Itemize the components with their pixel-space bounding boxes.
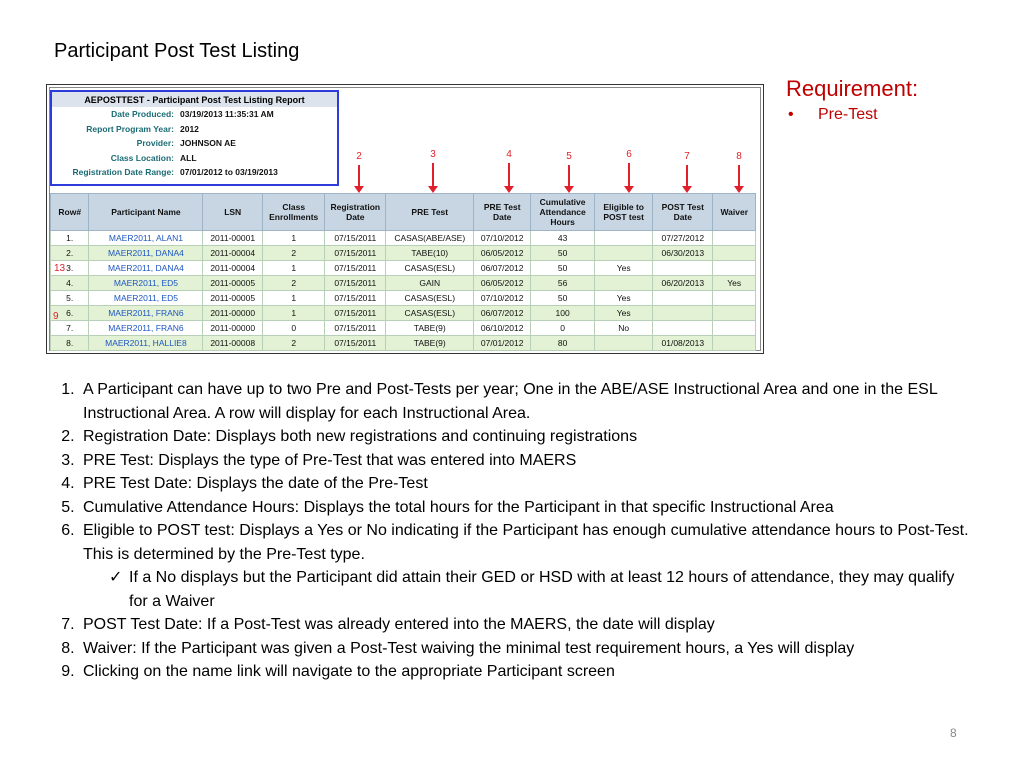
table-row: [51, 246, 756, 261]
cell-waiver: [713, 231, 756, 246]
cell-lsn: 2011-00008: [203, 336, 263, 351]
cell-lsn: 2011-00005: [203, 276, 263, 291]
col-participant-name: Participant Name: [89, 194, 203, 231]
cell-registration-date: 07/15/2011: [325, 291, 386, 306]
participant-name-link[interactable]: MAER2011, FRAN6: [89, 321, 203, 336]
cell-class-enrollments: 1: [262, 231, 325, 246]
cell-waiver: Yes: [713, 276, 756, 291]
col-registration-date: Registration Date: [325, 194, 386, 231]
info-value: 2012: [180, 123, 199, 134]
cell-lsn: 2011-00000: [203, 306, 263, 321]
info-row-class-location: [52, 151, 337, 166]
cell-row-number: 1.: [51, 231, 89, 246]
cell-lsn: 2011-00000: [203, 321, 263, 336]
participant-name-link[interactable]: MAER2011, ED5: [89, 291, 203, 306]
col-row-number: Row#: [51, 194, 89, 231]
col-post-test-date: POST Test Date: [653, 194, 713, 231]
cell-class-enrollments: 2: [262, 336, 325, 351]
col-pre-test-date: PRE Test Date: [474, 194, 531, 231]
note-item: 7. POST Test Date: If a Post-Test was already entered into the MAERS, the date will display: [79, 613, 974, 637]
arrow-down-icon: [358, 165, 360, 187]
info-row-program-year: [52, 122, 337, 137]
cell-registration-date: 07/15/2011: [325, 276, 386, 291]
col-eligible-post-test: Eligible to POST test: [595, 194, 653, 231]
cell-pre-test: TABE(10): [386, 246, 474, 261]
cell-post-test-date: 01/08/2013: [653, 336, 713, 351]
note-text: Eligible to POST test: Displays a Yes or No indicating if the Participant has enough cumulative attendance hours to Post-Test. This is determined by the Pre-Test type.: [83, 522, 969, 563]
cell-waiver: [713, 306, 756, 321]
cell-class-enrollments: 2: [262, 276, 325, 291]
participant-name-link[interactable]: MAER2011, HALLIE8: [89, 336, 203, 351]
cell-post-test-date: 07/27/2012: [653, 231, 713, 246]
cell-post-test-date: [653, 306, 713, 321]
info-label: Registration Date Range:: [72, 167, 174, 178]
cell-cumulative-hours: 50: [530, 246, 594, 261]
info-value: 07/01/2012 to 03/19/2013: [180, 167, 278, 178]
cell-waiver: [713, 336, 756, 351]
cell-pre-test: TABE(9): [386, 336, 474, 351]
cell-pre-test-date: 06/10/2012: [474, 321, 531, 336]
cell-registration-date: 07/15/2011: [325, 246, 386, 261]
cell-row-number: 2.: [51, 246, 89, 261]
col-pre-test: PRE Test: [386, 194, 474, 231]
info-value: ALL: [180, 152, 197, 163]
page-number: 8: [950, 726, 957, 740]
cell-row-number: 4.: [51, 276, 89, 291]
note-item: 2. Registration Date: Displays both new registrations and continuing registrations: [79, 425, 974, 449]
arrow-down-icon: [738, 165, 740, 187]
checkmark-icon: ✓: [109, 569, 123, 586]
info-row-date-produced: [52, 107, 337, 122]
cell-registration-date: 07/15/2011: [325, 336, 386, 351]
marker-13: 13: [54, 263, 66, 274]
col-class-enrollments: Class Enrollments: [262, 194, 325, 231]
requirement-item: [788, 106, 878, 124]
cell-eligible: [595, 276, 653, 291]
note-item: [79, 519, 974, 613]
cell-pre-test: CASAS(ABE/ASE): [386, 231, 474, 246]
note-item: 4. PRE Test Date: Displays the date of the Pre-Test: [79, 472, 974, 496]
table-row: [51, 336, 756, 351]
note-item: 3. PRE Test: Displays the type of Pre-Test that was entered into MAERS: [79, 449, 974, 473]
col-cumulative-hours: Cumulative Attendance Hours: [530, 194, 594, 231]
table-row: [51, 306, 756, 321]
arrow-down-icon: [432, 163, 434, 187]
report-info-box: [50, 90, 339, 186]
cell-cumulative-hours: 50: [530, 261, 594, 276]
cell-post-test-date: [653, 321, 713, 336]
info-label: Report Program Year:: [86, 123, 174, 134]
cell-lsn: 2011-00001: [203, 231, 263, 246]
cell-registration-date: 07/15/2011: [325, 321, 386, 336]
cell-eligible: [595, 246, 653, 261]
cell-row-number: 5.: [51, 291, 89, 306]
cell-class-enrollments: 1: [262, 306, 325, 321]
cell-cumulative-hours: 50: [530, 291, 594, 306]
cell-lsn: 2011-00004: [203, 246, 263, 261]
table-row: [51, 291, 756, 306]
cell-eligible: [595, 231, 653, 246]
cell-registration-date: 07/15/2011: [325, 231, 386, 246]
participant-name-link[interactable]: MAER2011, DANA4: [89, 246, 203, 261]
cell-class-enrollments: 1: [262, 261, 325, 276]
report-screenshot: [46, 84, 764, 354]
participant-name-link[interactable]: MAER2011, ALAN1: [89, 231, 203, 246]
marker-8: 8: [736, 151, 742, 162]
cell-row-number: 3.: [51, 261, 89, 276]
marker-6: 6: [626, 149, 632, 160]
notes-list: [54, 378, 974, 684]
cell-pre-test-date: 07/01/2012: [474, 336, 531, 351]
cell-cumulative-hours: 43: [530, 231, 594, 246]
cell-lsn: 2011-00005: [203, 291, 263, 306]
participant-name-link[interactable]: MAER2011, ED5: [89, 276, 203, 291]
cell-waiver: [713, 261, 756, 276]
arrow-down-icon: [568, 165, 570, 187]
sub-note-item: [109, 566, 974, 613]
cell-post-test-date: 06/30/2013: [653, 246, 713, 261]
cell-waiver: [713, 291, 756, 306]
cell-lsn: 2011-00004: [203, 261, 263, 276]
marker-5: 5: [566, 151, 572, 162]
cell-pre-test-date: 06/05/2012: [474, 276, 531, 291]
cell-class-enrollments: 1: [262, 291, 325, 306]
cell-eligible: Yes: [595, 306, 653, 321]
participant-name-link[interactable]: MAER2011, FRAN6: [89, 306, 203, 321]
cell-pre-test: GAIN: [386, 276, 474, 291]
cell-cumulative-hours: 0: [530, 321, 594, 336]
cell-waiver: [713, 246, 756, 261]
marker-2: 2: [356, 151, 362, 162]
table-row: [51, 261, 756, 276]
info-label: Provider:: [136, 138, 174, 149]
cell-pre-test-date: 06/07/2012: [474, 306, 531, 321]
arrow-down-icon: [628, 163, 630, 187]
cell-cumulative-hours: 100: [530, 306, 594, 321]
slide-title: Participant Post Test Listing: [54, 40, 300, 62]
cell-eligible: [595, 336, 653, 351]
table-header-row: [51, 194, 756, 231]
marker-4: 4: [506, 149, 512, 160]
cell-row-number: 8.: [51, 336, 89, 351]
cell-eligible: Yes: [595, 261, 653, 276]
cell-class-enrollments: 0: [262, 321, 325, 336]
participant-name-link[interactable]: MAER2011, DANA4: [89, 261, 203, 276]
info-label: Date Produced:: [111, 109, 174, 120]
cell-pre-test-date: 07/10/2012: [474, 291, 531, 306]
info-label: Class Location:: [110, 152, 174, 163]
requirement-item-label: Pre-Test: [818, 106, 878, 123]
note-item: 1. A Participant can have up to two Pre and Post-Tests per year; One in the ABE/ASE Instructional Area and one in the ESL Instructional Area. A row will display for each Instructional Area.: [79, 378, 974, 425]
marker-7: 7: [684, 151, 690, 162]
marker-3: 3: [430, 149, 436, 160]
cell-cumulative-hours: 80: [530, 336, 594, 351]
cell-pre-test: CASAS(ESL): [386, 291, 474, 306]
info-value: JOHNSON AE: [180, 138, 236, 149]
cell-eligible: Yes: [595, 291, 653, 306]
cell-pre-test: TABE(9): [386, 321, 474, 336]
note-item: 5. Cumulative Attendance Hours: Displays the total hours for the Participant in that specific Instructional Area: [79, 496, 974, 520]
cell-post-test-date: [653, 291, 713, 306]
cell-pre-test: CASAS(ESL): [386, 306, 474, 321]
post-test-table: [50, 193, 756, 351]
cell-registration-date: 07/15/2011: [325, 261, 386, 276]
cell-waiver: [713, 321, 756, 336]
arrow-down-icon: [686, 165, 688, 187]
cell-cumulative-hours: 56: [530, 276, 594, 291]
table-row: [51, 276, 756, 291]
sub-note-list: [83, 566, 974, 613]
note-item: 8. Waiver: If the Participant was given a Post-Test waiving the minimal test requirement hours, a Yes will display: [79, 637, 974, 661]
table-row: [51, 231, 756, 246]
info-value: 03/19/2013 11:35:31 AM: [180, 109, 274, 120]
cell-pre-test-date: 06/05/2012: [474, 246, 531, 261]
cell-row-number: 7.: [51, 321, 89, 336]
arrow-down-icon: [508, 163, 510, 187]
cell-post-test-date: 06/20/2013: [653, 276, 713, 291]
note-item: 9. Clicking on the name link will navigate to the appropriate Participant screen: [79, 660, 974, 684]
sub-note-text: If a No displays but the Participant did attain their GED or HSD with at least 12 hours of attendance, they may qualify for a Waiver: [129, 569, 955, 610]
cell-post-test-date: [653, 261, 713, 276]
requirement-title: Requirement:: [786, 76, 919, 101]
cell-registration-date: 07/15/2011: [325, 306, 386, 321]
cell-pre-test-date: 07/10/2012: [474, 231, 531, 246]
cell-class-enrollments: 2: [262, 246, 325, 261]
cell-row-number: 6.: [51, 306, 89, 321]
report-header: AEPOSTTEST - Participant Post Test Listing Report: [52, 92, 337, 107]
info-row-provider: [52, 136, 337, 151]
bullet-icon: •: [788, 106, 794, 123]
cell-pre-test-date: 06/07/2012: [474, 261, 531, 276]
col-lsn: LSN: [203, 194, 263, 231]
table-row: [51, 321, 756, 336]
marker-9: 9: [53, 311, 59, 322]
cell-eligible: No: [595, 321, 653, 336]
col-waiver: Waiver: [713, 194, 756, 231]
cell-pre-test: CASAS(ESL): [386, 261, 474, 276]
info-row-date-range: [52, 165, 337, 180]
